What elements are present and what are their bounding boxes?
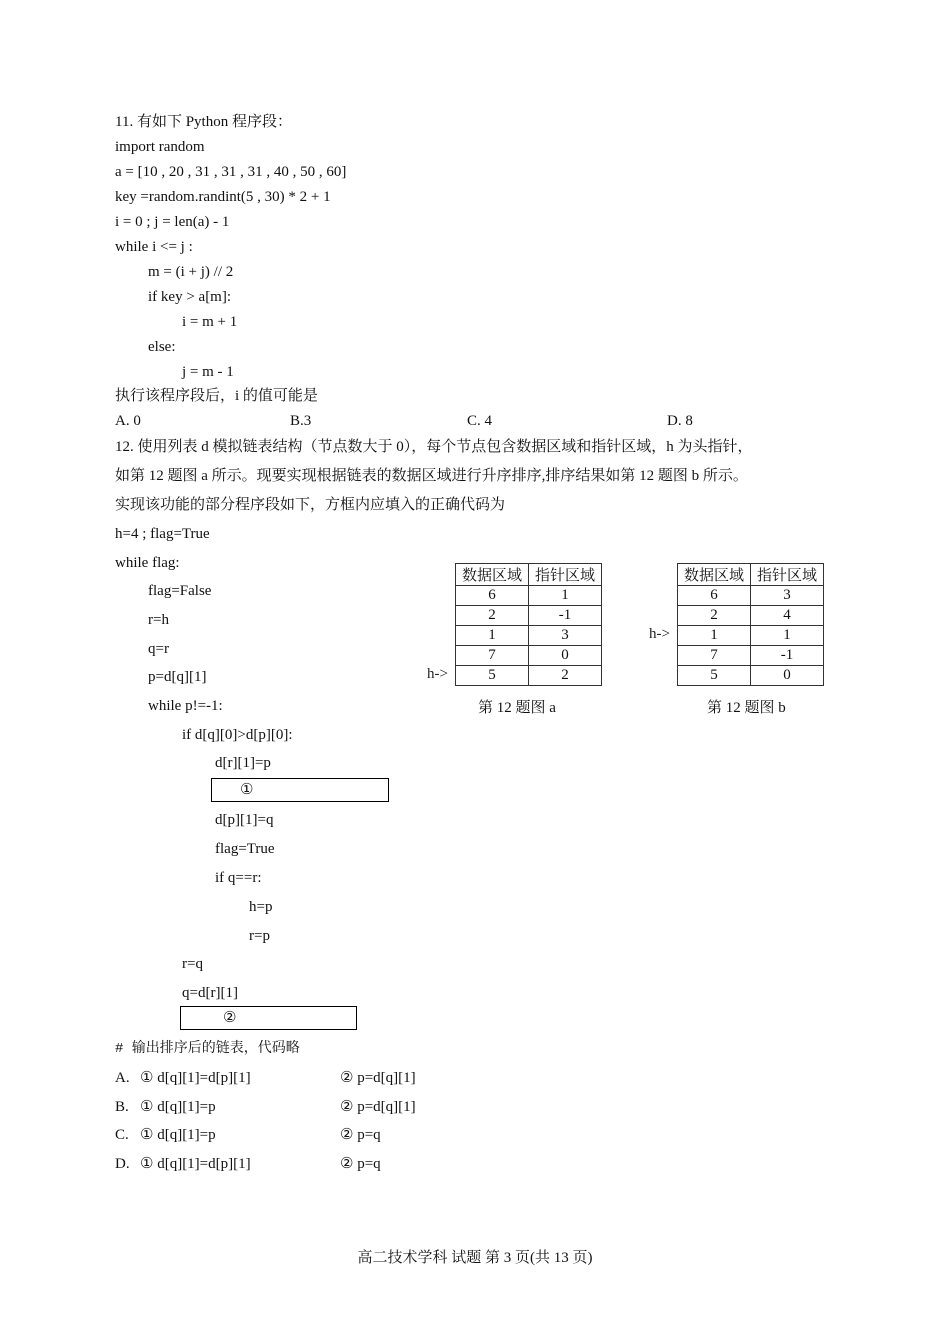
code-line: i = m + 1 bbox=[182, 314, 238, 330]
code-line: else: bbox=[148, 339, 176, 355]
q11-option-c: C. 4 bbox=[467, 413, 493, 429]
code-line: q=d[r][1] bbox=[182, 985, 238, 1001]
code-line: key =random.randint(5 , 30) * 2 + 1 bbox=[115, 189, 331, 205]
q12-option-c-label: C. bbox=[115, 1127, 129, 1143]
table-row bbox=[456, 666, 602, 686]
table-cell: 0 bbox=[529, 646, 602, 666]
table-cell: 7 bbox=[456, 646, 529, 666]
q11-option-a: A. 0 bbox=[115, 413, 141, 429]
table-cell: 2 bbox=[678, 606, 751, 626]
linked-list-table-a bbox=[455, 563, 602, 686]
q11-option-b: B.3 bbox=[290, 413, 312, 429]
linked-list-table-b bbox=[677, 563, 824, 686]
table-cell: 1 bbox=[678, 626, 751, 646]
table-cell: 1 bbox=[456, 626, 529, 646]
blank-label-2: ② bbox=[223, 1010, 237, 1026]
table-row bbox=[456, 606, 602, 626]
code-line: q=r bbox=[148, 641, 169, 657]
table-cell: -1 bbox=[529, 606, 602, 626]
table-cell: 1 bbox=[529, 586, 602, 606]
q12-option-a-part1: ① d[q][1]=d[p][1] bbox=[140, 1070, 251, 1086]
blank-box-2 bbox=[180, 1006, 357, 1030]
code-line: m = (i + j) // 2 bbox=[148, 264, 234, 280]
table-row bbox=[456, 626, 602, 646]
table-row bbox=[678, 646, 824, 666]
code-line: while flag: bbox=[115, 555, 180, 571]
q12-option-c-part1: ① d[q][1]=p bbox=[140, 1127, 216, 1143]
code-line: r=q bbox=[182, 956, 203, 972]
table-cell: -1 bbox=[751, 646, 824, 666]
code-line: flag=True bbox=[215, 841, 275, 857]
head-pointer-b: h-> bbox=[649, 626, 670, 642]
blank-label-1: ① bbox=[240, 782, 254, 798]
code-line: import random bbox=[115, 139, 205, 155]
table-row bbox=[456, 586, 602, 606]
table-row bbox=[678, 606, 824, 626]
code-line: if d[q][0]>d[p][0]: bbox=[182, 727, 293, 743]
code-line: p=d[q][1] bbox=[148, 669, 207, 685]
table-cell: 3 bbox=[751, 586, 824, 606]
code-line: if q==r: bbox=[215, 870, 262, 886]
table-cell: 5 bbox=[456, 666, 529, 686]
code-line: while i <= j : bbox=[115, 239, 193, 255]
table-cell: 6 bbox=[456, 586, 529, 606]
table-cell: 2 bbox=[529, 666, 602, 686]
code-line: if key > a[m]: bbox=[148, 289, 232, 305]
code-line: d[p][1]=q bbox=[215, 812, 274, 828]
q12-option-a-label: A. bbox=[115, 1070, 130, 1086]
code-comment: # 输出排序后的链表，代码略 bbox=[115, 1041, 300, 1057]
q11-option-d: D. 8 bbox=[667, 413, 693, 429]
blank-box-1 bbox=[211, 778, 389, 802]
code-line: a = [10 , 20 , 31 , 31 , 31 , 40 , 50 , 60] bbox=[115, 164, 347, 180]
table-header: 指针区域 bbox=[529, 564, 602, 586]
caption-b: 第 12 题图 b bbox=[707, 700, 786, 716]
table-cell: 6 bbox=[678, 586, 751, 606]
q11-question: 执行该程序段后，i 的值可能是 bbox=[115, 388, 318, 404]
q12-text-line: 12. 使用列表 d 模拟链表结构（节点数大于 0），每个节点包含数据区域和指针区域，h 为头指针， bbox=[115, 439, 753, 455]
code-line: d[r][1]=p bbox=[215, 755, 271, 771]
table-header: 数据区域 bbox=[456, 564, 529, 586]
table-row bbox=[456, 646, 602, 666]
q12-text-line: 如第 12 题图 a 所示。现要实现根据链表的数据区域进行升序排序,排序结果如第 12 题图 b 所示。 bbox=[115, 468, 748, 484]
table-cell: 0 bbox=[751, 666, 824, 686]
code-line: j = m - 1 bbox=[182, 364, 234, 380]
table-row bbox=[678, 666, 824, 686]
q12-option-d-part2: ② p=q bbox=[340, 1156, 381, 1172]
table-header: 数据区域 bbox=[678, 564, 751, 586]
table-header: 指针区域 bbox=[751, 564, 824, 586]
q12-option-d-part1: ① d[q][1]=d[p][1] bbox=[140, 1156, 251, 1172]
code-line: h=p bbox=[249, 899, 273, 915]
table-cell: 2 bbox=[456, 606, 529, 626]
q12-option-d-label: D. bbox=[115, 1156, 130, 1172]
q12-text-line: 实现该功能的部分程序段如下，方框内应填入的正确代码为 bbox=[115, 497, 506, 513]
table-cell: 4 bbox=[751, 606, 824, 626]
table-row bbox=[678, 626, 824, 646]
code-line: i = 0 ; j = len(a) - 1 bbox=[115, 214, 230, 230]
page-footer: 高二技术学科 试题 第 3 页(共 13 页) bbox=[357, 1250, 593, 1266]
table-cell: 7 bbox=[678, 646, 751, 666]
code-line: r=h bbox=[148, 612, 169, 628]
code-line: while p!=-1: bbox=[148, 698, 223, 714]
q12-option-b-part2: ② p=d[q][1] bbox=[340, 1099, 416, 1115]
q12-option-b-part1: ① d[q][1]=p bbox=[140, 1099, 216, 1115]
code-line: r=p bbox=[249, 928, 270, 944]
code-line: h=4 ; flag=True bbox=[115, 526, 210, 542]
table-cell: 3 bbox=[529, 626, 602, 646]
table-cell: 1 bbox=[751, 626, 824, 646]
caption-a: 第 12 题图 a bbox=[478, 700, 556, 716]
head-pointer-a: h-> bbox=[427, 666, 448, 682]
code-line: flag=False bbox=[148, 583, 212, 599]
q11-title: 11. 有如下 Python 程序段： bbox=[115, 114, 292, 130]
q12-option-b-label: B. bbox=[115, 1099, 129, 1115]
q12-option-a-part2: ② p=d[q][1] bbox=[340, 1070, 416, 1086]
table-row bbox=[678, 586, 824, 606]
table-cell: 5 bbox=[678, 666, 751, 686]
q12-option-c-part2: ② p=q bbox=[340, 1127, 381, 1143]
